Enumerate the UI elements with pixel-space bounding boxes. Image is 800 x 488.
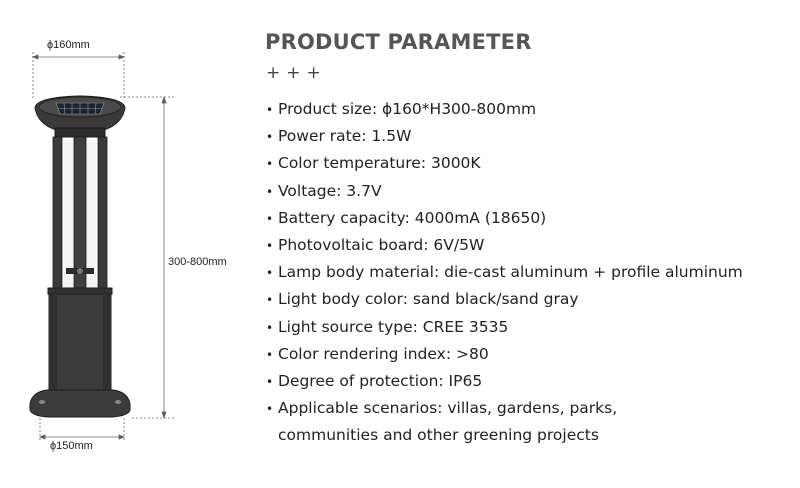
- param-text: Battery capacity: 4000mA (18650): [278, 208, 547, 227]
- list-item: [266, 368, 743, 395]
- list-item: [266, 123, 743, 150]
- lamp-body: [49, 294, 111, 390]
- bullet-icon: •: [266, 103, 274, 117]
- list-item: [266, 314, 743, 341]
- title-decoration: +++: [266, 63, 327, 83]
- lamp-base: [30, 390, 130, 417]
- solar-panel: [56, 103, 104, 114]
- bullet-icon: •: [266, 211, 274, 226]
- lamp-head: [35, 96, 125, 137]
- param-text: Product size: ϕ160*H300-800mm: [278, 100, 537, 118]
- list-item: [266, 150, 743, 177]
- bullet-icon: •: [266, 347, 274, 362]
- param-text: Color temperature: 3000K: [278, 154, 481, 173]
- list-item-continuation: communities and other greening projects: [278, 426, 599, 445]
- lamp-drawing: [0, 0, 260, 484]
- param-text: Degree of protection: IP65: [278, 371, 483, 390]
- bullet-icon: •: [266, 238, 274, 253]
- top-dimension-line: [33, 52, 124, 98]
- bullet-icon: •: [266, 293, 274, 308]
- bullet-icon: •: [266, 184, 274, 199]
- param-text: Power rate: 1.5W: [278, 127, 412, 146]
- page-title: PRODUCT PARAMETER: [265, 30, 532, 54]
- list-item: [266, 96, 743, 123]
- parameter-list: [266, 96, 743, 449]
- list-item: [266, 395, 743, 422]
- param-text: Voltage: 3.7V: [278, 181, 382, 200]
- param-text: Light body color: sand black/sand gray: [278, 290, 579, 309]
- list-item: [266, 178, 743, 205]
- bullet-icon: •: [266, 266, 274, 281]
- bullet-icon: •: [266, 157, 274, 172]
- bullet-icon: •: [266, 320, 274, 335]
- list-item: [266, 259, 743, 286]
- param-text: Photovoltaic board: 6V/5W: [278, 235, 485, 254]
- param-text: Applicable scenarios: villas, gardens, parks,: [278, 399, 618, 418]
- base-dimension-line: [40, 418, 124, 442]
- param-text: Light source type: CREE 3535: [278, 317, 509, 336]
- lamp-illustration: [0, 0, 260, 484]
- list-item: [266, 286, 743, 313]
- param-text: Lamp body material: die-cast aluminum + profile aluminum: [278, 263, 743, 282]
- param-text: Color rendering index: >80: [278, 344, 489, 363]
- list-item: [266, 341, 743, 368]
- bullet-icon: •: [266, 374, 274, 389]
- list-item: [266, 205, 743, 232]
- bullet-icon: •: [266, 402, 274, 417]
- base-diameter-label: ϕ150mm: [50, 440, 93, 452]
- top-diameter-label: ϕ160mm: [47, 39, 90, 51]
- height-label: 300-800mm: [168, 256, 227, 268]
- bullet-icon: •: [266, 130, 274, 145]
- list-item: [266, 232, 743, 259]
